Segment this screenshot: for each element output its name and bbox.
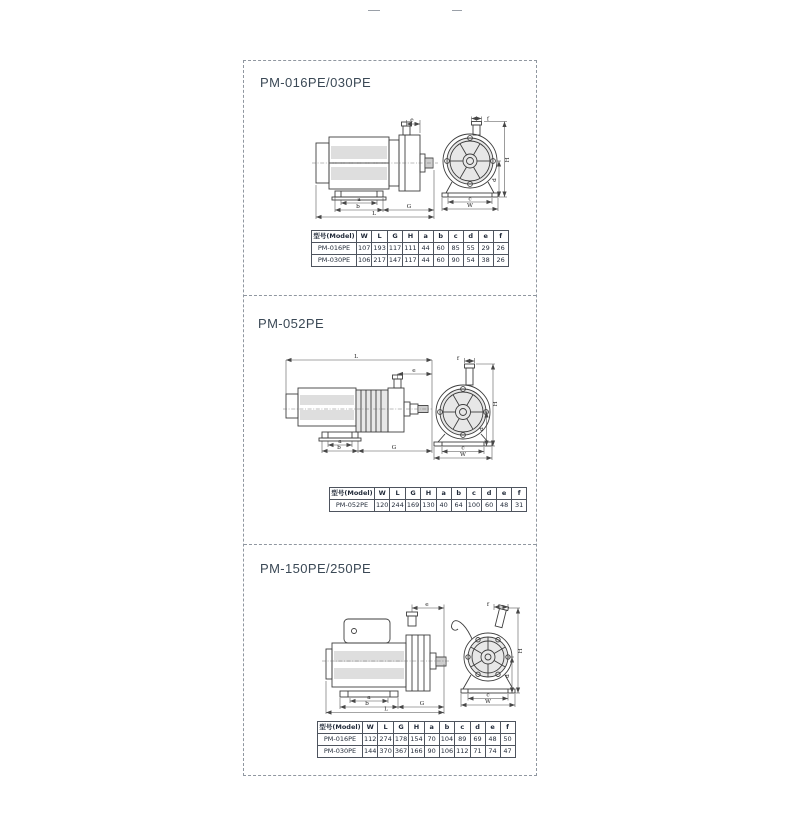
front-view xyxy=(442,122,498,198)
cell: 64 xyxy=(451,500,466,512)
cell: 89 xyxy=(455,734,470,746)
dim-label-L: L xyxy=(354,354,358,360)
pump-drawing-pm150-250 xyxy=(304,601,526,715)
side-view xyxy=(312,122,438,200)
header-f: f xyxy=(500,722,515,734)
header-c: c xyxy=(455,722,470,734)
table-row xyxy=(312,243,509,255)
table-row xyxy=(330,500,527,512)
dim-label-W: W xyxy=(467,203,473,210)
dim-label-b: b xyxy=(356,204,360,210)
cell: PM-016PE xyxy=(318,734,363,746)
dim-label-a: a xyxy=(357,197,361,203)
cell: 71 xyxy=(470,746,485,758)
cell: PM-052PE xyxy=(330,500,375,512)
cell: 178 xyxy=(393,734,408,746)
dim-label-f: f xyxy=(486,602,490,608)
cell: 111 xyxy=(403,243,418,255)
cell: 90 xyxy=(448,255,463,267)
cell: 217 xyxy=(372,255,387,267)
header-f: f xyxy=(512,488,527,500)
cell: 55 xyxy=(463,243,478,255)
cell: 130 xyxy=(421,500,436,512)
header-a: a xyxy=(418,231,433,243)
table-header-row xyxy=(330,488,527,500)
header-b: b xyxy=(439,722,454,734)
cell: 85 xyxy=(448,243,463,255)
pump-drawing-pm052 xyxy=(280,352,500,474)
header-c: c xyxy=(448,231,463,243)
dim-label-c: c xyxy=(486,692,490,699)
dim-label-b: b xyxy=(365,701,369,707)
table-header-row xyxy=(318,722,516,734)
dim-label-d: d xyxy=(505,674,511,678)
dim-label-H: H xyxy=(518,648,524,654)
catalog-sheet xyxy=(243,60,537,776)
cell: 120 xyxy=(375,500,390,512)
cell: 44 xyxy=(418,255,433,267)
header-e: e xyxy=(485,722,500,734)
cell: 26 xyxy=(493,243,508,255)
header-d: d xyxy=(482,488,497,500)
dim-label-e: e xyxy=(425,602,429,608)
cell: 26 xyxy=(493,255,508,267)
side-view xyxy=(322,612,450,697)
table-row xyxy=(318,734,516,746)
dim-label-a: a xyxy=(367,695,371,701)
cell: 193 xyxy=(372,243,387,255)
cell: 244 xyxy=(390,500,405,512)
cell: 69 xyxy=(470,734,485,746)
header-d: d xyxy=(463,231,478,243)
dim-label-e: e xyxy=(410,117,414,124)
scan-artifact xyxy=(368,10,380,11)
cell: 48 xyxy=(485,734,500,746)
header-H: H xyxy=(409,722,424,734)
dim-label-G: G xyxy=(406,204,412,210)
header-G: G xyxy=(393,722,408,734)
cell: 112 xyxy=(455,746,470,758)
header-W: W xyxy=(375,488,390,500)
cell: 117 xyxy=(387,243,402,255)
section-title: PM-052PE xyxy=(258,316,325,331)
cell: 117 xyxy=(403,255,418,267)
cell: 60 xyxy=(482,500,497,512)
cell: 90 xyxy=(424,746,439,758)
header-b: b xyxy=(451,488,466,500)
header-a: a xyxy=(436,488,451,500)
dim-label-G: G xyxy=(419,701,425,707)
dim-label-a: a xyxy=(338,439,342,445)
dim-label-d: d xyxy=(479,427,485,431)
table-row xyxy=(312,255,509,267)
section-title: PM-150PE/250PE xyxy=(260,561,372,576)
header-model: 型号(Model) xyxy=(330,488,375,500)
pump-drawing-pm016-030 xyxy=(308,113,512,225)
dim-label-e: e xyxy=(412,368,416,374)
dim-label-c: c xyxy=(468,196,472,203)
dim-label-f: f xyxy=(456,356,460,362)
cell: 370 xyxy=(378,746,393,758)
header-L: L xyxy=(378,722,393,734)
cell: 31 xyxy=(512,500,527,512)
dim-label-c: c xyxy=(461,445,465,452)
cell: PM-030PE xyxy=(312,255,357,267)
cell: 60 xyxy=(433,255,448,267)
header-e: e xyxy=(497,488,512,500)
cell: 48 xyxy=(497,500,512,512)
cell: 40 xyxy=(436,500,451,512)
header-H: H xyxy=(421,488,436,500)
cell: 100 xyxy=(466,500,481,512)
dim-label-H: H xyxy=(493,401,499,407)
cell: 274 xyxy=(378,734,393,746)
dimension-table-pm016-030 xyxy=(311,230,509,267)
cell: 44 xyxy=(418,243,433,255)
cell: 60 xyxy=(433,243,448,255)
header-d: d xyxy=(470,722,485,734)
cell: 112 xyxy=(363,734,378,746)
section-pm150-250 xyxy=(244,545,536,773)
cell: 144 xyxy=(363,746,378,758)
header-H: H xyxy=(403,231,418,243)
header-L: L xyxy=(372,231,387,243)
cell: PM-030PE xyxy=(318,746,363,758)
dim-label-G: G xyxy=(391,445,397,451)
cell: 154 xyxy=(409,734,424,746)
header-L: L xyxy=(390,488,405,500)
cell: 166 xyxy=(409,746,424,758)
section-pm016-030 xyxy=(244,61,536,296)
side-view xyxy=(283,375,432,441)
front-view xyxy=(452,605,515,693)
header-f: f xyxy=(493,231,508,243)
dim-label-b: b xyxy=(337,445,341,451)
dim-label-d: d xyxy=(492,178,498,182)
cell: 74 xyxy=(485,746,500,758)
table-row xyxy=(318,746,516,758)
cell: 70 xyxy=(424,734,439,746)
front-view xyxy=(434,364,492,446)
cell: 54 xyxy=(463,255,478,267)
dim-label-L: L xyxy=(384,706,388,713)
section-title: PM-016PE/030PE xyxy=(260,75,372,90)
cell: 107 xyxy=(357,243,372,255)
dim-label-H: H xyxy=(505,157,511,163)
cell: 169 xyxy=(405,500,420,512)
cell: 106 xyxy=(439,746,454,758)
scan-artifact xyxy=(452,10,462,11)
table-header-row xyxy=(312,231,509,243)
header-a: a xyxy=(424,722,439,734)
cell: 50 xyxy=(500,734,515,746)
cell: 147 xyxy=(387,255,402,267)
dim-label-W: W xyxy=(460,452,466,458)
dim-label-L: L xyxy=(372,211,376,217)
dimension-table-pm052 xyxy=(329,487,527,512)
cell: 104 xyxy=(439,734,454,746)
section-pm052 xyxy=(244,296,536,545)
header-e: e xyxy=(478,231,493,243)
dim-label-f: f xyxy=(486,116,490,123)
header-model: 型号(Model) xyxy=(312,231,357,243)
header-c: c xyxy=(466,488,481,500)
header-W: W xyxy=(363,722,378,734)
header-b: b xyxy=(433,231,448,243)
cell: 106 xyxy=(357,255,372,267)
header-model: 型号(Model) xyxy=(318,722,363,734)
header-W: W xyxy=(357,231,372,243)
dim-label-W: W xyxy=(485,699,491,705)
cell: 29 xyxy=(478,243,493,255)
header-G: G xyxy=(405,488,420,500)
header-G: G xyxy=(387,231,402,243)
dimension-table-pm150-250 xyxy=(317,721,516,758)
cell: 367 xyxy=(393,746,408,758)
cell: 38 xyxy=(478,255,493,267)
cell: PM-016PE xyxy=(312,243,357,255)
cell: 47 xyxy=(500,746,515,758)
